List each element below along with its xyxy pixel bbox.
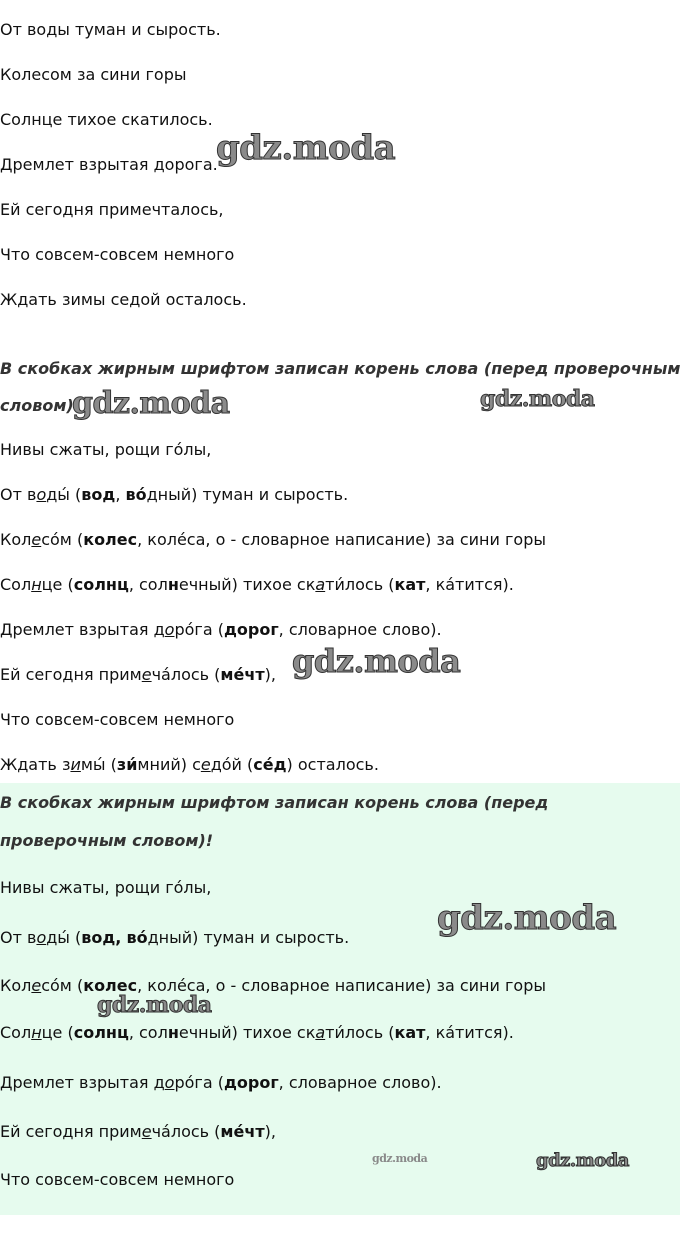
poem-line: Что совсем-совсем немного	[0, 245, 235, 264]
answer-line: Солнце (солнц, солнечный) тихое скати́лось (кат, ка́тится).	[0, 1023, 514, 1042]
note-line: В скобках жирным шрифтом записан корень слова (перед	[0, 793, 549, 812]
answer-line: От воды́ (вод, во́дный) туман и сырость.	[0, 485, 349, 504]
answer-line: Нивы сжаты, рощи го́лы,	[0, 440, 212, 459]
watermark: gdz.moda	[372, 1152, 428, 1165]
answer-line: Ей сегодня примеча́лось (ме́чт),	[0, 665, 276, 684]
answer-line: Что совсем-совсем немного	[0, 710, 235, 729]
answer-line: Ей сегодня примеча́лось (ме́чт),	[0, 1122, 276, 1141]
poem-line: Солнце тихое скатилось.	[0, 110, 213, 129]
answer-line: Дремлет взрытая доро́га (дорог, словарное слово).	[0, 1073, 442, 1092]
answer-line: Нивы сжаты, рощи го́лы,	[0, 878, 212, 897]
watermark: gdz.moda	[480, 386, 595, 412]
watermark: gdz.moda	[536, 1150, 629, 1171]
watermark: gdz.moda	[97, 992, 212, 1018]
answer-line: От воды́ (вод, во́дный) туман и сырость.	[0, 928, 350, 947]
poem-line: Колесом за сини горы	[0, 65, 187, 84]
answer-line: Колесо́м (колес, коле́са, о - словарное написание) за сини горы	[0, 530, 546, 549]
answer-line: Дремлет взрытая доро́га (дорог, словарное слово).	[0, 620, 442, 639]
answer-line: Ждать зимы́ (зи́мний) седо́й (се́д) осталось.	[0, 755, 379, 774]
poem-line: Дремлет взрытая дорога.	[0, 155, 218, 174]
watermark: gdz.moda	[216, 128, 396, 168]
answer-line: Солнце (солнц, солнечный) тихое скати́лось (кат, ка́тится).	[0, 575, 514, 594]
poem-line: От воды туман и сырость.	[0, 20, 221, 39]
note-line: В скобках жирным шрифтом записан корень слова (перед проверочным	[0, 359, 680, 378]
note-line: проверочным словом)!	[0, 831, 214, 850]
note-line: словом)!	[0, 396, 81, 415]
poem-line: Ждать зимы седой осталось.	[0, 290, 247, 309]
watermark: gdz.moda	[292, 642, 461, 680]
answer-line: Колесо́м (колес, коле́са, о - словарное написание) за сини горы	[0, 976, 546, 995]
answer-line: Что совсем-совсем немного	[0, 1170, 235, 1189]
poem-line: Ей сегодня примечталось,	[0, 200, 224, 219]
watermark: gdz.moda	[437, 898, 617, 938]
watermark: gdz.moda	[72, 386, 230, 421]
